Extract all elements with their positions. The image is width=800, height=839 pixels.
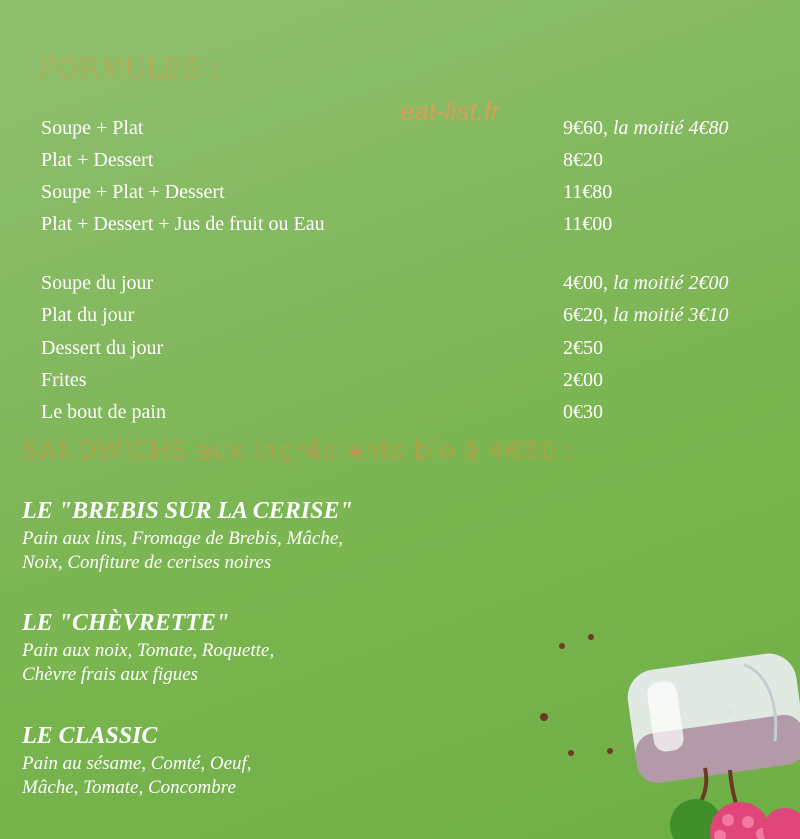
item-price: 6€20, la moitié 3€10: [563, 304, 729, 326]
jam-jar-cherry-illustration-icon: [500, 600, 800, 839]
item-price: 2€50: [563, 337, 603, 359]
formules-title: FORMULES :: [40, 52, 222, 85]
sandwich-name: LE CLASSIC: [22, 723, 158, 749]
item-price: 11€00: [563, 213, 613, 235]
sandwich-item: [22, 609, 274, 687]
sandwich-ingredients: Pain au sésame, Comté, Oeuf, Mâche, Tomate, Concombre: [22, 753, 252, 798]
sandwich-ingredients: Pain aux lins, Fromage de Brebis, Mâche, Noix, Confiture de cerises noires: [22, 528, 343, 573]
item-name: Plat + Dessert: [41, 149, 154, 171]
sandwich-item: [22, 497, 353, 575]
item-name: Soupe du jour: [41, 272, 154, 294]
sandwich-ingredients: Pain aux noix, Tomate, Roquette, Chèvre frais aux figues: [22, 640, 275, 685]
item-price: 8€20: [563, 149, 603, 171]
sandwich-item: [22, 722, 252, 800]
item-price: 2€00: [563, 369, 603, 391]
sandwich-title: SANDWICHS aux ingrédients bio à 4€60 :: [22, 436, 576, 465]
item-name: Soupe + Plat: [41, 117, 144, 139]
sandwich-name: LE "BREBIS SUR LA CERISE": [22, 498, 353, 524]
item-name: Dessert du jour: [41, 337, 164, 359]
watermark: eat-list.fr: [400, 96, 500, 126]
item-name: Soupe + Plat + Dessert: [41, 181, 225, 203]
item-name: Plat du jour: [41, 304, 135, 326]
item-name: Plat + Dessert + Jus de fruit ou Eau: [41, 213, 325, 235]
item-price: 11€80: [563, 181, 613, 203]
item-name: Frites: [41, 369, 87, 391]
sandwich-name: LE "CHÈVRETTE": [22, 610, 230, 636]
item-price: 0€30: [563, 401, 603, 423]
item-price: 9€60, la moitié 4€80: [563, 117, 729, 139]
item-price: 4€00, la moitié 2€00: [563, 272, 729, 294]
item-name: Le bout de pain: [41, 401, 166, 423]
